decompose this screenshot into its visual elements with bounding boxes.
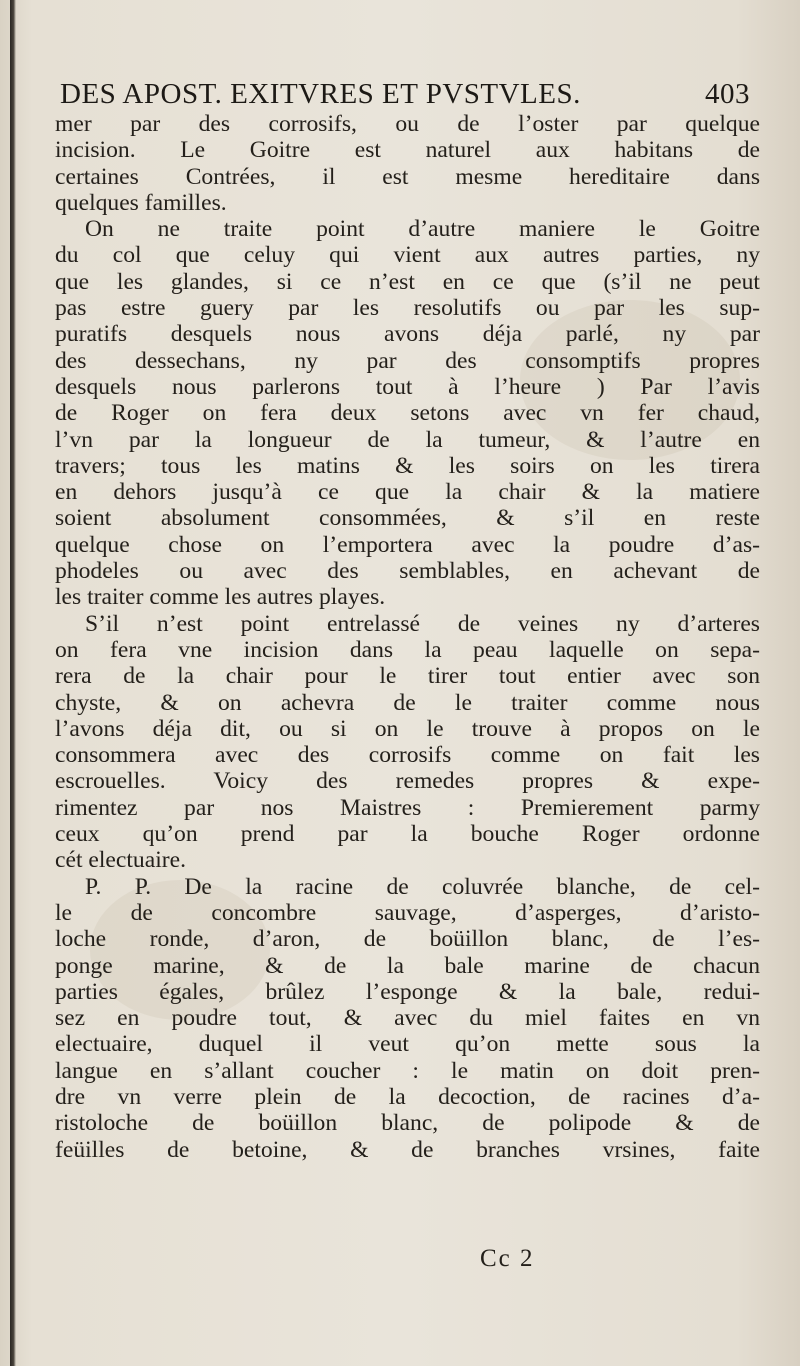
text-line: que les glandes, si ce n’est en ce que (s’il ne peut bbox=[55, 268, 760, 295]
signature-mark: Cc 2 bbox=[480, 1245, 535, 1272]
text-line: quelques familles. bbox=[55, 189, 227, 216]
text-line: cét electuaire. bbox=[55, 847, 186, 874]
binding-edge bbox=[10, 0, 16, 1366]
text-line: mer par des corrosifs, ou de l’oster par quelque bbox=[55, 111, 760, 137]
text-line: dre vn verre plein de la decoction, de racines d’a- bbox=[55, 1083, 760, 1110]
text-line: du col que celuy qui vient aux autres parties, ny bbox=[55, 242, 760, 269]
text-line: escrouelles. Voicy des remedes propres & expe- bbox=[55, 768, 760, 795]
text-line: incision. Le Goitre est naturel aux habitans de bbox=[55, 137, 760, 164]
text-line: soient absolument consommées, & s’il en reste bbox=[55, 505, 760, 532]
text-line: phodeles ou avec des semblables, en achevant de bbox=[55, 558, 760, 585]
text-line: travers; tous les matins & les soirs on les tirera bbox=[55, 452, 760, 479]
text-line: langue en s’allant coucher : le matin on doit pren- bbox=[55, 1057, 760, 1084]
text-line: consommera avec des corrosifs comme on fait les bbox=[55, 742, 760, 769]
running-title: DES APOST. EXITVRES ET PVSTVLES. bbox=[60, 78, 581, 110]
text-line: pas estre guery par les resolutifs ou par les sup- bbox=[55, 295, 760, 322]
text-line: en dehors jusqu’à ce que la chair & la matiere bbox=[55, 479, 760, 506]
text-line: rimentez par nos Maistres : Premierement parmy bbox=[55, 794, 760, 821]
text-line: feüilles de betoine, & de branches vrsines, faite bbox=[55, 1136, 760, 1163]
text-line: electuaire, duquel il veut qu’on mette sous la bbox=[55, 1031, 760, 1058]
text-line: l’vn par la longueur de la tumeur, & l’autre en bbox=[55, 426, 760, 453]
text-line: certaines Contrées, il est mesme hereditaire dans bbox=[55, 163, 760, 190]
text-line: parties égales, brûlez l’esponge & la bale, redui- bbox=[55, 978, 760, 1005]
text-line: sez en poudre tout, & avec du miel faites en vn bbox=[55, 1005, 760, 1032]
page-number: 403 bbox=[705, 78, 750, 110]
text-line: on fera vne incision dans la peau laquelle on sepa- bbox=[55, 636, 760, 663]
text-line: chyste, & on achevra de le traiter comme nous bbox=[55, 689, 760, 716]
text-line: le de concombre sauvage, d’asperges, d’aristo- bbox=[55, 899, 760, 926]
text-line: ceux qu’on prend par la bouche Roger ordonne bbox=[55, 821, 760, 848]
text-line: les traiter comme les autres playes. bbox=[55, 584, 386, 611]
text-line: On ne traite point d’autre maniere le Goitre bbox=[85, 216, 760, 243]
text-line: desquels nous parlerons tout à l’heure ) Par l’avis bbox=[55, 373, 760, 400]
text-line: ristoloche de boüillon blanc, de polipode & de bbox=[55, 1110, 760, 1137]
text-line: rera de la chair pour le tirer tout entier avec son bbox=[55, 663, 760, 690]
text-line: l’avons déja dit, ou si on le trouve à propos on le bbox=[55, 715, 760, 742]
text-line: des dessechans, ny par des consomptifs propres bbox=[55, 347, 760, 374]
text-line: loche ronde, d’aron, de boüillon blanc, de l’es- bbox=[55, 926, 760, 953]
text-line: puratifs desquels nous avons déja parlé, ny par bbox=[55, 321, 760, 348]
text-line: quelque chose on l’emportera avec la poudre d’as- bbox=[55, 531, 760, 558]
body-text bbox=[55, 111, 760, 1163]
text-line: de Roger on fera deux setons avec vn fer chaud, bbox=[55, 400, 760, 427]
running-header bbox=[60, 78, 750, 111]
text-line: S’il n’est point entrelassé de veines ny d’arteres bbox=[85, 610, 760, 637]
text-line: P. P. De la racine de coluvrée blanche, de cel- bbox=[85, 873, 760, 900]
text-line: ponge marine, & de la bale marine de chacun bbox=[55, 952, 760, 979]
